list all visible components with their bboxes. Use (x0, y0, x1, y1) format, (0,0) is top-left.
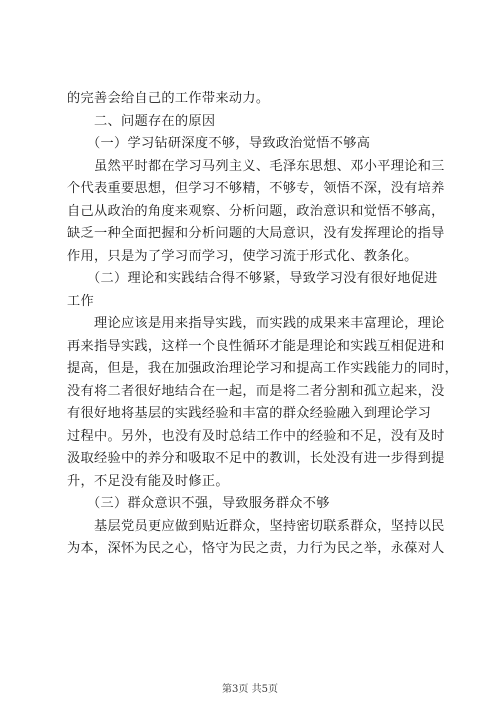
text-line-6: 自己从政治的角度来观察、分析问题，政治意识和觉悟不够高， (67, 203, 445, 219)
subsection-heading-3: （三）群众意识不强，导致服务群众不够 (87, 496, 330, 511)
text-line-20: 基层党员更应做到贴近群众，坚持密切联系群众，坚持以民 (94, 518, 445, 534)
text-line-17: 汲取经验中的养分和吸取不足中的教训，长处没有进一步得到提 (67, 451, 445, 466)
text-line-7: 缺乏一种全面把握和分析问题的大局意识，没有发挥理论的指导 (67, 226, 445, 241)
text-line-21: 为本，深怀为民之心，恪守为民之责，力行为民之举，永葆对人 (67, 541, 445, 556)
text-line-1: 的完善会给自己的工作带来动力。 (67, 91, 270, 106)
subsection-heading-2-cont: 工作 (67, 293, 94, 309)
text-line-13: 提高，但是，我在加强政治理论学习和提高工作实践能力的同时， (67, 361, 459, 376)
text-line-18: 升，不足没有能及时修正。 (67, 473, 229, 489)
text-line-14: 没有将二者很好地结合在一起，而是将二者分割和孤立起来，没 (67, 383, 445, 399)
text-line-4: 虽然平时都在学习马列主义、毛泽东思想、邓小平理论和三 (94, 158, 445, 174)
subsection-heading-1: （一）学习钻研深度不够，导致政治觉悟不够高 (87, 136, 371, 151)
document-body (67, 88, 459, 561)
text-line-16: 过程中。另外，也没有及时总结工作中的经验和不足，没有及时 (67, 428, 445, 444)
section-heading: 二、问题存在的原因 (94, 113, 216, 129)
text-line-8: 作用，只是为了学习而学习，使学习流于形式化、教条化。 (67, 248, 418, 264)
text-line-12: 再来指导实践，这样一个良性循环才能是理论和实践互相促进和 (67, 338, 445, 354)
text-line-11: 理论应该是用来指导实践，而实践的成果来丰富理论，理论 (94, 316, 445, 331)
subsection-heading-2: （二）理论和实践结合得不够紧，导致学习没有很好地促进 (87, 271, 438, 286)
text-line-15: 有很好地将基层的实践经验和丰富的群众经验融入到理论学习 (67, 406, 432, 421)
page-footer: 第3页 共5页 (222, 684, 278, 695)
text-line-5: 个代表重要思想，但学习不够精，不够专，领悟不深，没有培养 (67, 181, 445, 196)
